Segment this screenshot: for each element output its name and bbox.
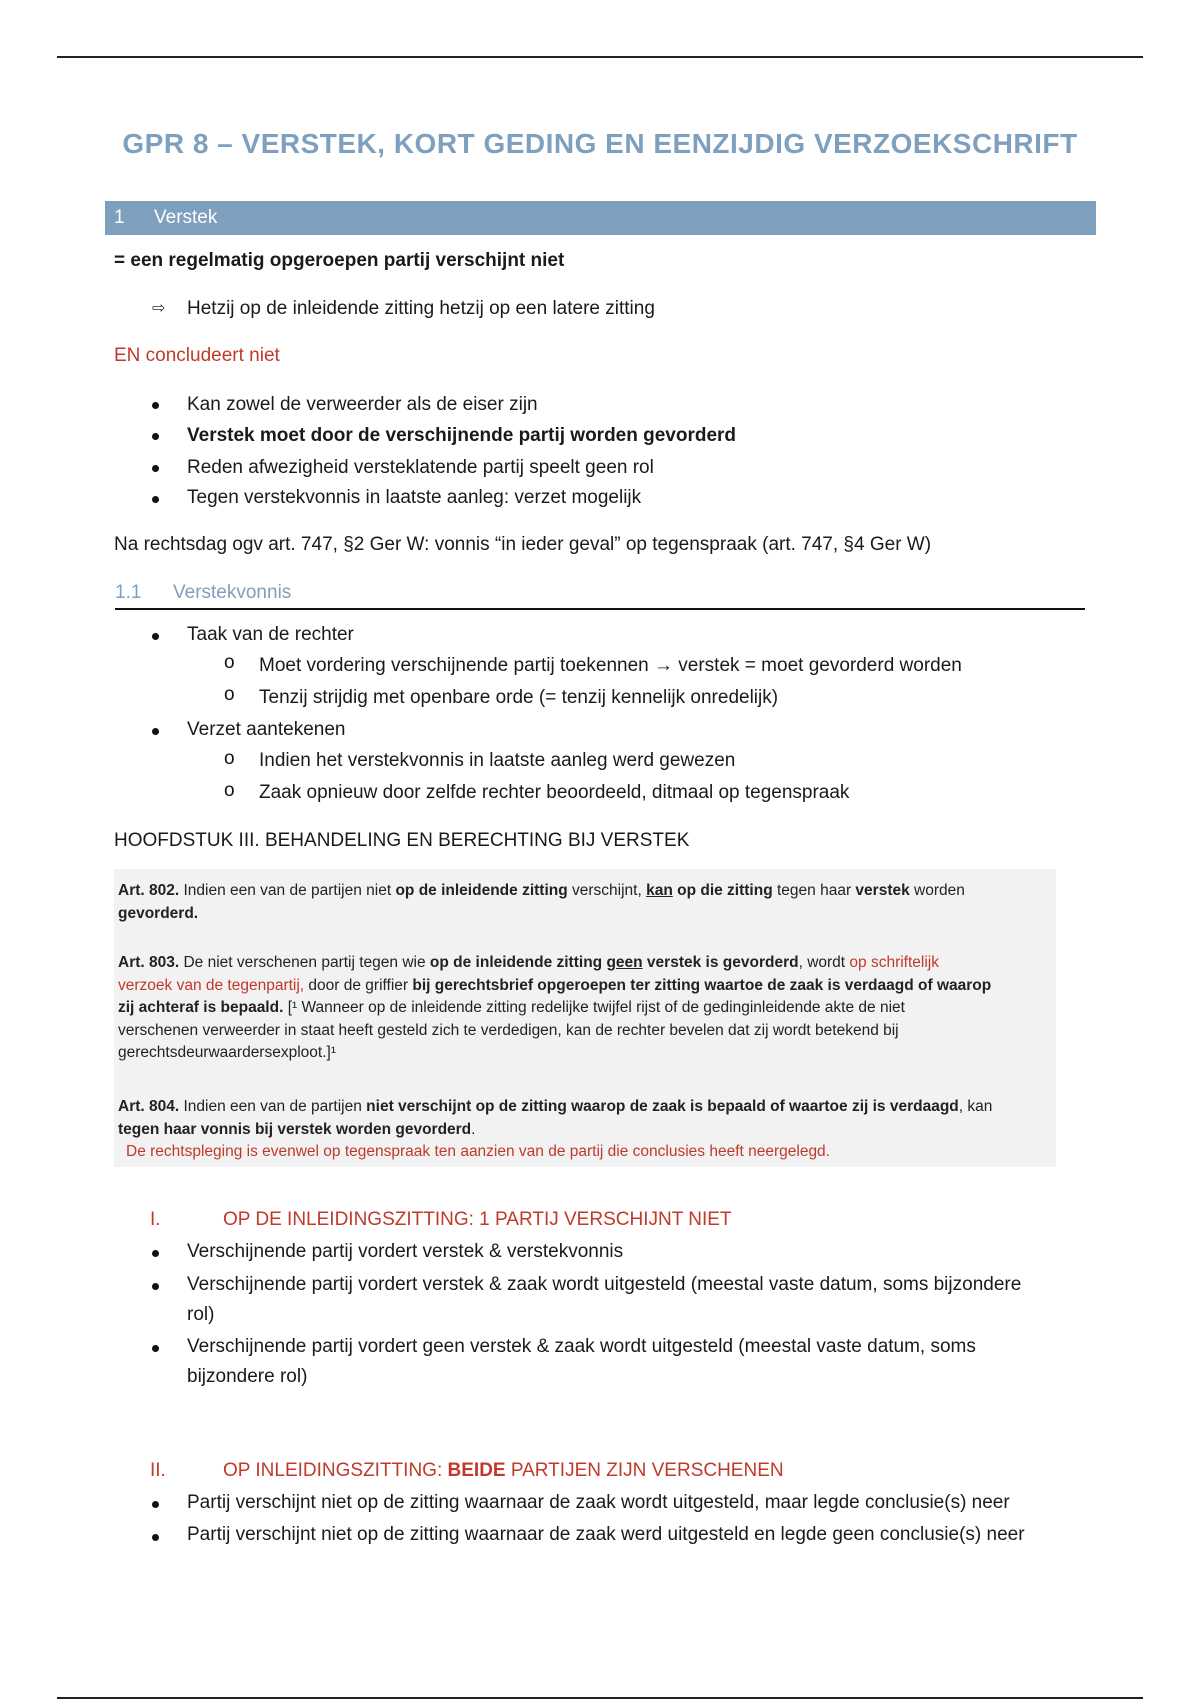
article-803: [118, 952, 1053, 1065]
text: OP INLEIDINGSZITTING:: [223, 1460, 448, 1481]
circle-bullet-icon: o: [224, 748, 235, 769]
text: [¹ Wanneer op de inleidende zitting redelijke twijfel rijst of de gedinginleidende akte de niet: [283, 999, 905, 1016]
text: .: [471, 1120, 476, 1138]
text: op de inleidende zitting: [395, 882, 568, 899]
text: De rechtspleging is evenwel op tegenspraak ten aanzien van de partij die conclusies heeft neergelegd.: [126, 1143, 830, 1160]
bullet-icon: [152, 433, 159, 440]
list-item: Verschijnende partij vordert geen verstek & zaak wordt uitgesteld (meestal vaste datum, soms: [187, 1336, 976, 1357]
list-item: Reden afwezigheid versteklatende partij speelt geen rol: [187, 457, 654, 478]
article-number: Art. 804.: [118, 1098, 180, 1115]
list-item: Taak van de rechter: [187, 624, 354, 645]
list-item: Verzet aantekenen: [187, 719, 346, 740]
heading-number: 1: [114, 207, 125, 228]
text: gerechtsdeurwaardersexploot.]¹: [118, 1044, 336, 1061]
text: verschenen verweerder in staat heeft gesteld zich te verdedigen, kan de rechter bevelen dat zij wordt betekend bij: [118, 1021, 899, 1039]
sub-list-item: Tenzij strijdig met openbare orde (= tenzij kennelijk onredelijk): [259, 687, 779, 708]
sub-list-item: Indien het verstekvonnis in laatste aanleg werd gewezen: [259, 750, 736, 771]
definition: = een regelmatig opgeroepen partij verschijnt niet: [114, 250, 565, 271]
arrow-item: Hetzij op de inleidende zitting hetzij op een latere zitting: [187, 298, 655, 319]
text: verstek: [855, 882, 910, 899]
list-item: Verschijnende partij vordert verstek & zaak wordt uitgesteld (meestal vaste datum, soms bijzondere: [187, 1274, 1022, 1295]
top-rule: [57, 56, 1143, 58]
list-item: Tegen verstekvonnis in laatste aanleg: verzet mogelijk: [187, 487, 642, 508]
heading-1-1-verstekvonnis: [115, 580, 1085, 610]
text: niet verschijnt op de zitting waarop de zaak is bepaald of waartoe zij is verdaagd: [366, 1098, 959, 1115]
article-804: [118, 1096, 1053, 1164]
bullet-icon: [152, 496, 159, 503]
heading-label: Verstek: [154, 207, 218, 228]
text: op schriftelijk: [849, 954, 939, 971]
text: Indien een van de partijen niet: [179, 882, 396, 899]
sub-list-item: Moet vordering verschijnende partij toekennen → verstek = moet gevorderd worden: [259, 655, 962, 676]
heading-number: 1.1: [115, 582, 142, 603]
text: tegen haar: [772, 882, 856, 899]
list-item: Verstek moet door de verschijnende partij worden gevorderd: [187, 425, 737, 446]
list-item-continuation: bijzondere rol): [187, 1366, 308, 1387]
text: verstek is gevorderd: [642, 954, 799, 971]
text: , wordt: [798, 954, 850, 971]
list-item: Partij verschijnt niet op de zitting waarnaar de zaak werd uitgesteld en legde geen conclusie(s) neer: [187, 1524, 1025, 1545]
list-item-continuation: rol): [187, 1304, 215, 1325]
bullet-icon: [152, 633, 159, 640]
circle-bullet-icon: o: [224, 652, 235, 673]
list-item: Partij verschijnt niet op de zitting waarnaar de zaak wordt uitgesteld, maar legde conclusie(s) neer: [187, 1492, 1010, 1513]
bullet-icon: [152, 1250, 159, 1257]
sub-list-item: Zaak opnieuw door zelfde rechter beoordeeld, ditmaal op tegenspraak: [259, 782, 850, 803]
text: Indien een van de partijen: [179, 1098, 367, 1115]
text: bij gerechtsbrief opgeroepen ter zitting waartoe de zaak is verdaagd of waarop: [412, 976, 992, 994]
text: geen: [606, 954, 643, 971]
section-roman-numeral: I.: [150, 1209, 161, 1230]
article-number: Art. 803.: [118, 954, 180, 971]
text: op die zitting: [677, 882, 773, 899]
section-ii-title: [223, 1460, 784, 1482]
text: De niet verschenen partij tegen wie: [179, 954, 430, 971]
text: op de inleidende zitting: [429, 954, 607, 971]
article-number: Art. 802.: [118, 882, 180, 899]
hoofdstuk-heading: HOOFDSTUK III. BEHANDELING EN BERECHTING BIJ VERSTEK: [114, 830, 690, 851]
circle-bullet-icon: o: [224, 684, 235, 705]
bullet-icon: [152, 465, 159, 472]
heading-label: Verstekvonnis: [173, 582, 292, 603]
text: verzoek van de tegenpartij,: [118, 976, 305, 994]
circle-bullet-icon: o: [224, 780, 235, 801]
text: verschijnt,: [567, 882, 647, 899]
bullet-icon: [152, 1534, 159, 1541]
bullet-icon: [152, 1345, 159, 1352]
bottom-rule: [57, 1697, 1143, 1699]
list-item: Kan zowel de verweerder als de eiser zijn: [187, 394, 538, 415]
article-802: [118, 880, 1053, 925]
bullet-icon: [152, 728, 159, 735]
section-i-title: OP DE INLEIDINGSZITTING: 1 PARTIJ VERSCHIJNT NIET: [223, 1209, 732, 1230]
bullet-icon: [152, 1283, 159, 1290]
en-concludeert-niet: EN concludeert niet: [114, 345, 280, 366]
text: BEIDE: [447, 1460, 506, 1481]
text: worden: [909, 882, 965, 899]
text: door de griffier: [304, 976, 413, 994]
text: kan: [646, 882, 673, 899]
rechtsdag-paragraph: Na rechtsdag ogv art. 747, §2 Ger W: vonnis “in ieder geval” op tegenspraak (art. 747, §4 Ger W): [114, 534, 932, 555]
section-roman-numeral: II.: [150, 1460, 166, 1481]
list-item: Verschijnende partij vordert verstek & verstekvonnis: [187, 1241, 624, 1262]
text: gevorderd.: [118, 904, 199, 922]
bullet-icon: [152, 1501, 159, 1508]
text: PARTIJEN ZIJN VERSCHENEN: [505, 1460, 784, 1481]
text: tegen haar vonnis bij verstek worden gevorderd: [118, 1120, 472, 1138]
text: zij achteraf is bepaald.: [118, 999, 284, 1016]
page-title: GPR 8 – VERSTEK, KORT GEDING EN EENZIJDIG VERZOEKSCHRIFT: [122, 128, 1078, 159]
text: , kan: [958, 1098, 993, 1115]
bullet-icon: [152, 402, 159, 409]
heading-1-verstek: [105, 201, 1096, 235]
arrow-right-icon: ⇨: [152, 300, 166, 317]
